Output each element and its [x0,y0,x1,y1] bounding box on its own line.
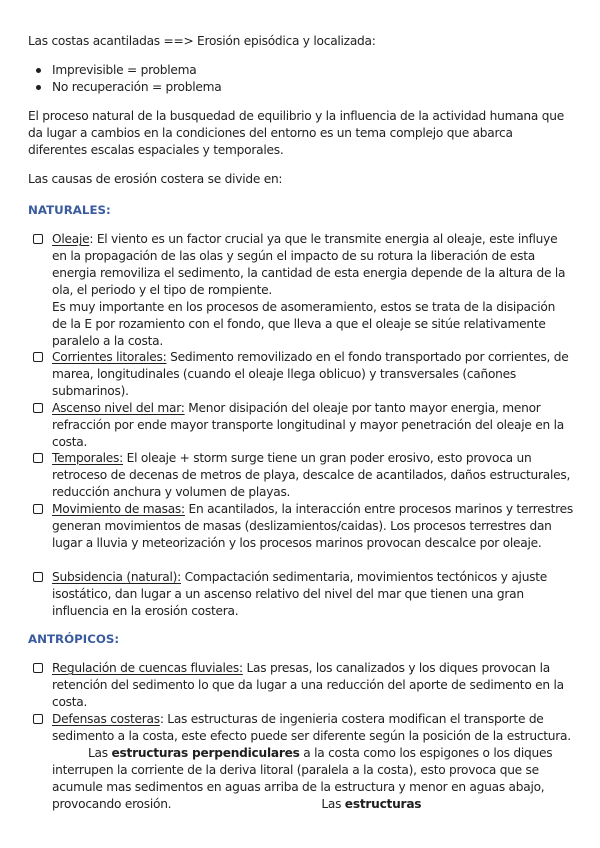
term: Corrientes litorales: [52,350,167,364]
item-text: El viento es un factor crucial ya que le transmite energia al oleaje, este influye en la propagación de las olas y según el impacto de su rotura la liberación de esta energia removiliza el sedimento, la cantidad de esta energia depende de la altura de la ola, el periodo y el tipo de rompiente. [52,232,566,297]
term: Subsidencia (natural): [52,570,181,584]
checkbox[interactable] [33,403,43,413]
checklist-item-temporales [33,450,573,501]
checkbox[interactable] [33,352,43,362]
item-text: Compactación sedimentaria, movimientos tectónicos y ajuste isostático, dan lugar a un ascenso relativo del nivel del mar que tienen una gran influencia en la erosión costera. [52,570,548,618]
checklist-item-defensas-costeras: Defensas costeras: Las estructuras de ingenieria costera modifican el transporte de sedimento a la costa, este efecto puede ser diferente según la posición de la estructura.Las estructuras perpendiculares a la costa como los espigones o los diques interrupen la corriente de la deriva litoral (paralela a la costa), esto provoca que se acumule mas sedimentos en aguas arriba de la estructura y menor en aguas abajo, provocando erosión. Las estructuras [33,711,573,813]
item-text: Las estructuras de ingenieria costera modifican el transporte de sedimento a la costa, este efecto puede ser diferente según la posición de la estructura. [52,712,571,743]
checkbox[interactable] [33,504,43,514]
term: Defensas costeras [52,712,160,726]
bold-term: estructuras perpendiculares [111,746,300,760]
bold-term: estructuras [344,797,422,811]
item-text: Menor disipación del oleaje por tanto mayor energia, menor refracción por ende mayor transporte longitudinal y mayor penetración del oleaje en la costa. [52,401,564,449]
term: Oleaje [52,232,90,246]
checkbox[interactable] [33,453,43,463]
intro-paragraph: El proceso natural de la busquedad de equilibrio y la influencia de la actividad humana que da lugar a cambios en la condiciones del entorno es un tema complejo que abarca diferentes escalas espaciales y temporales. [28,109,564,157]
bullet-icon [36,68,41,73]
checkbox[interactable] [33,572,43,582]
item-text: El oleaje + storm surge tiene un gran poder erosivo, esto provoca un retroceso de decenas de metros de playa, descalce de acantilados, daños estructurales, reducción anchura y volumen de playas. [52,451,571,499]
causes-line: Las causas de erosión costera se divide en: [28,172,283,186]
term: Regulación de cuencas fluviales: [52,661,243,675]
intro-line: Las costas acantiladas ==> Erosión episódica y localizada: [28,34,376,48]
item-text: Sedimento removilizado en el fondo transportado por corrientes, de marea, longitudinales (cuando el oleaje llega oblicuo) y transversales (cañones submarinos). [52,350,569,398]
section-heading-naturales: NATURALES: [28,203,111,217]
checklist-item-subsidencia [33,569,573,620]
bullet-icon [36,85,41,90]
list-item: No recuperación = problema [28,79,221,96]
checkbox[interactable] [33,714,43,724]
checklist-item-regulacion-cuencas [33,660,573,711]
term: Temporales: [52,451,124,465]
checklist-item-oleaje: Oleaje: El viento es un factor crucial ya que le transmite energia al oleaje, este influye en la propagación de las olas y según el impacto de su rotura la liberación de esta energia removiliza el sedimento, la cantidad de esta energia depende de la altura de la ola, el periodo y el tipo de rompiente. Es muy importante en los procesos de asomeramiento, estos se trata de la disipación de la E por rozamiento con el fondo, que lleva a que el oleaje se sitúe relativamente paralelo a la costa. [33,231,573,350]
checklist-item-movimiento-masas [33,501,573,552]
list-item: Imprevisible = problema [28,62,221,79]
term: Ascenso nivel del mar: [52,401,185,415]
checkbox[interactable] [33,663,43,673]
checklist-item-corrientes-litorales [33,349,573,400]
checkbox[interactable] [33,234,43,244]
item-text: Las presas, los canalizados y los diques provocan la retención del sedimento lo que da lugar a una reducción del aporte de sedimento en la costa. [52,661,564,709]
checklist-item-ascenso-nivel-mar [33,400,573,451]
section-heading-antropicos: ANTRÓPICOS: [28,632,120,646]
item-text: En acantilados, la interacción entre procesos marinos y terrestres generan movimientos de masas (deslizamientos/caidas). Los procesos terrestres dan lugar a lluvia y meteorización y los procesos marinos provocan descalce por oleaje. [52,502,573,550]
item-extra-text: Es muy importante en los procesos de asomeramiento, estos se trata de la disipación de la E por rozamiento con el fondo, que lleva a que el oleaje se sitúe relativamente paralelo a la costa. [52,300,556,348]
bullet-list [28,62,221,96]
term: Movimiento de masas: [52,502,185,516]
